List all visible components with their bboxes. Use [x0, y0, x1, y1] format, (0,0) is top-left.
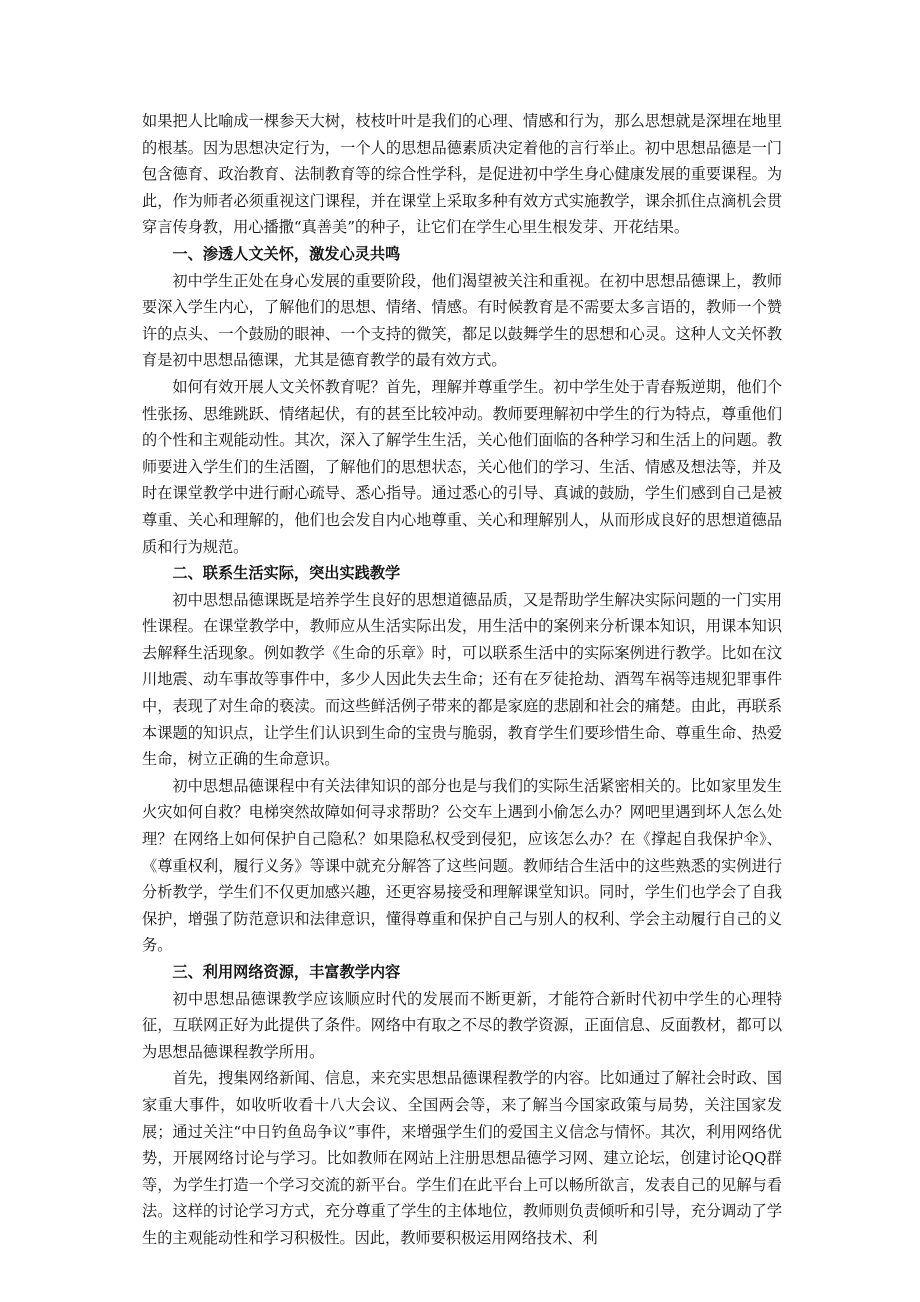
section-3-paragraph-2: 首先，搜集网络新闻、信息，来充实思想品德课程教学的内容。比如通过了解社会时政、国家重大事件，如收听收看十八大会议、全国两会等，来了解当今国家政策与局势，关注国家发展；通过关注“中日钓鱼岛争议”事件，来增强学生们的爱国主义信念与情怀。其次，利用网络优势，开展网络讨论与学习。比如教师在网站上注册思想品德学习网、建立论坛，创建讨论QQ群等，为学生打造一个学习交流的新平台。学生们在此平台上可以畅所欲言，发表自己的见解与看法。这样的讨论学习方式，充分尊重了学生的主体地位，教师则负责倾听和引导，充分调动了学生的主观能动性和学习积极性。因此，教师要积极运用网络技术、利: [142, 1069, 782, 1247]
section-3-paragraph-1: 初中思想品德课教学应该顺应时代的发展而不断更新，才能符合新时代初中学生的心理特征，互联网正好为此提供了条件。网络中有取之不尽的教学资源，正面信息、反面教材，都可以为思想品德课程教学所用。: [142, 989, 782, 1061]
section-1-heading: 一、渗透人文关怀，激发心灵共鸣: [172, 244, 401, 263]
section-2-paragraph-1: 初中思想品德课既是培养学生良好的思想道德品质，又是帮助学生解决实际问题的一门实用性课程。在课堂教学中，教师应从生活实际出发，用生活中的案例来分析课本知识，用课本知识去解释生活现象。例如教学《生命的乐章》时，可以联系生活中的实际案例进行教学。比如在汶川地震、动车事故等事件中，多少人因此失去生命；还有在歹徒抢劫、酒驾车祸等违规犯罪事件中，表现了对生命的亵渎。而这些鲜活例子带来的都是家庭的悲剧和社会的痛楚。由此，再联系本课题的知识点，让学生们认识到生命的宝贵与脆弱，教育学生们要珍惜生命、尊重生命、热爱生命，树立正确的生命意识。: [142, 590, 782, 769]
document-page: [142, 108, 782, 1252]
section-1-paragraph-2: 如何有效开展人文关怀教育呢？首先，理解并尊重学生。初中学生处于青春叛逆期，他们个性张扬、思维跳跃、情绪起伏，有的甚至比较冲动。教师要理解初中学生的行为特点，尊重他们的个性和主观能动性。其次，深入了解学生生活，关心他们面临的各种学习和生活上的问题。教师要进入学生们的生活圈，了解他们的思想状态，关心他们的学习、生活、情感及想法等，并及时在课堂教学中进行耐心疏导、悉心指导。通过悉心的引导、真诚的鼓励，学生们感到自己是被尊重、关心和理解的，他们也会发自内心地尊重、关心和理解别人，从而形成良好的思想道德品质和行为规范。: [142, 377, 782, 556]
intro-paragraph: 如果把人比喻成一棵参天大树，枝枝叶叶是我们的心理、情感和行为，那么思想就是深埋在地里的根基。因为思想决定行为，一个人的思想品德素质决定着他的言行举止。初中思想品德是一门包含德育、政治教育、法制教育等的综合性学科，是促进初中学生身心健康发展的重要课程。为此，作为师者必须重视这门课程，并在课堂上采取多种有效方式实施教学，课余抓住点滴机会贯穿言传身教，用心播撒“真善美”的种子，让它们在学生心里生根发芽、开花结果。: [142, 112, 782, 237]
section-1-paragraph-1: 初中学生正处在身心发展的重要阶段，他们渴望被关注和重视。在初中思想品德课上，教师要深入学生内心，了解他们的思想、情绪、情感。有时候教育是不需要太多言语的，教师一个赞许的点头、一个鼓励的眼神、一个支持的微笑，都足以鼓舞学生的思想和心灵。这种人文关怀教育是初中思想品德课，尤其是德育教学的最有效方式。: [142, 271, 782, 370]
section-2-heading: 二、联系生活实际，突出实践教学: [172, 564, 401, 583]
section-2-paragraph-2: 初中思想品德课程中有关法律知识的部分也是与我们的实际生活紧密相关的。比如家里发生火灾如何自救？电梯突然故障如何寻求帮助？公交车上遇到小偷怎么办？网吧里遇到坏人怎么处理？在网络上如何保护自己隐私？如果隐私权受到侵犯，应该怎么办？在《撑起自我保护伞》、《尊重权利，履行义务》等课中就充分解答了这些问题。教师结合生活中的这些熟悉的实例进行分析教学，学生们不仅更加感兴趣，还更容易接受和理解课堂知识。同时，学生们也学会了自我保护，增强了防范意识和法律意识，懂得尊重和保护自己与别人的权利、学会主动履行自己的义务。: [142, 776, 782, 955]
section-3-heading: 三、利用网络资源，丰富教学内容: [172, 963, 401, 981]
